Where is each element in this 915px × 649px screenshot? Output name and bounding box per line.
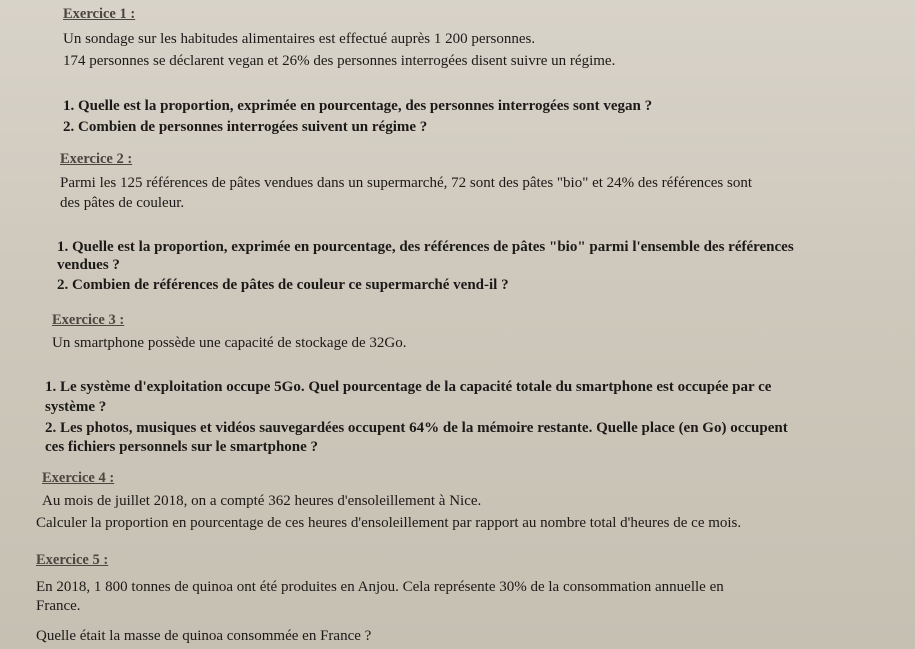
question-text: Les photos, musiques et vidéos sauvegardées occupent 64% de la mémoire restante. Quelle place (en Go) occupent [60, 420, 788, 436]
question-number: 1. [45, 379, 57, 395]
question-number: 1. [57, 239, 69, 255]
question-text: Combien de références de pâtes de couleur ce supermarché vend-il ? [72, 277, 509, 293]
exercise-3-question-1 [45, 378, 771, 396]
exercise-2-question-1 [57, 238, 794, 256]
question-text: Combien de personnes interrogées suivent un régime ? [78, 119, 428, 135]
question-number: 2. [45, 420, 57, 436]
exercise-3-question-2 [45, 419, 788, 437]
exercise-1-statement-line: 174 personnes se déclarent vegan et 26% des personnes interrogées disent suivre un régime. [63, 53, 616, 69]
exercise-3-statement-line: Un smartphone possède une capacité de stockage de 32Go. [52, 335, 407, 351]
exercise-5-statement-line: France. [36, 598, 81, 614]
exercise-4-title: Exercice 4 : [42, 470, 115, 486]
question-number: 2. [57, 277, 69, 293]
exercise-5-statement-line: En 2018, 1 800 tonnes de quinoa ont été produites en Anjou. Cela représente 30% de la consommation annuelle en [36, 579, 724, 595]
question-number: 2. [63, 119, 75, 135]
question-number: 1. [63, 98, 75, 114]
question-text: Le système d'exploitation occupe 5Go. Quel pourcentage de la capacité totale du smartphone est occupée par ce [60, 379, 772, 395]
exercise-3-question-1-continued: système ? [45, 399, 107, 415]
exercise-5-question-line: Quelle était la masse de quinoa consommée en France ? [36, 628, 372, 644]
exercise-1-title: Exercice 1 : [63, 6, 136, 22]
exercise-1-statement-line: Un sondage sur les habitudes alimentaires est effectué auprès 1 200 personnes. [63, 31, 536, 47]
question-text: Quelle est la proportion, exprimée en pourcentage, des personnes interrogées sont vegan ? [78, 98, 653, 114]
exercise-3-title: Exercice 3 : [52, 312, 125, 328]
exercise-4-statement-line: Calculer la proportion en pourcentage de ces heures d'ensoleillement par rapport au nombre total d'heures de ce mois. [36, 515, 742, 531]
exercise-5-title: Exercice 5 : [36, 552, 109, 568]
exercise-2-statement-line: Parmi les 125 références de pâtes vendues dans un supermarché, 72 sont des pâtes "bio" et 24% des références sont [60, 175, 753, 191]
exercise-2-title: Exercice 2 : [60, 151, 133, 167]
exercise-2-question-2 [57, 276, 509, 294]
exercise-1-question-2 [63, 118, 427, 136]
exercise-4-statement-line: Au mois de juillet 2018, on a compté 362 heures d'ensoleillement à Nice. [42, 493, 482, 509]
exercise-2-question-1-continued: vendues ? [57, 257, 120, 273]
exercise-3-question-2-continued: ces fichiers personnels sur le smartphone ? [45, 439, 319, 455]
exercise-2-statement-line: des pâtes de couleur. [60, 195, 185, 211]
question-text: Quelle est la proportion, exprimée en pourcentage, des références de pâtes "bio" parmi l'ensemble des références [72, 239, 794, 255]
exercise-1-question-1 [63, 97, 652, 115]
